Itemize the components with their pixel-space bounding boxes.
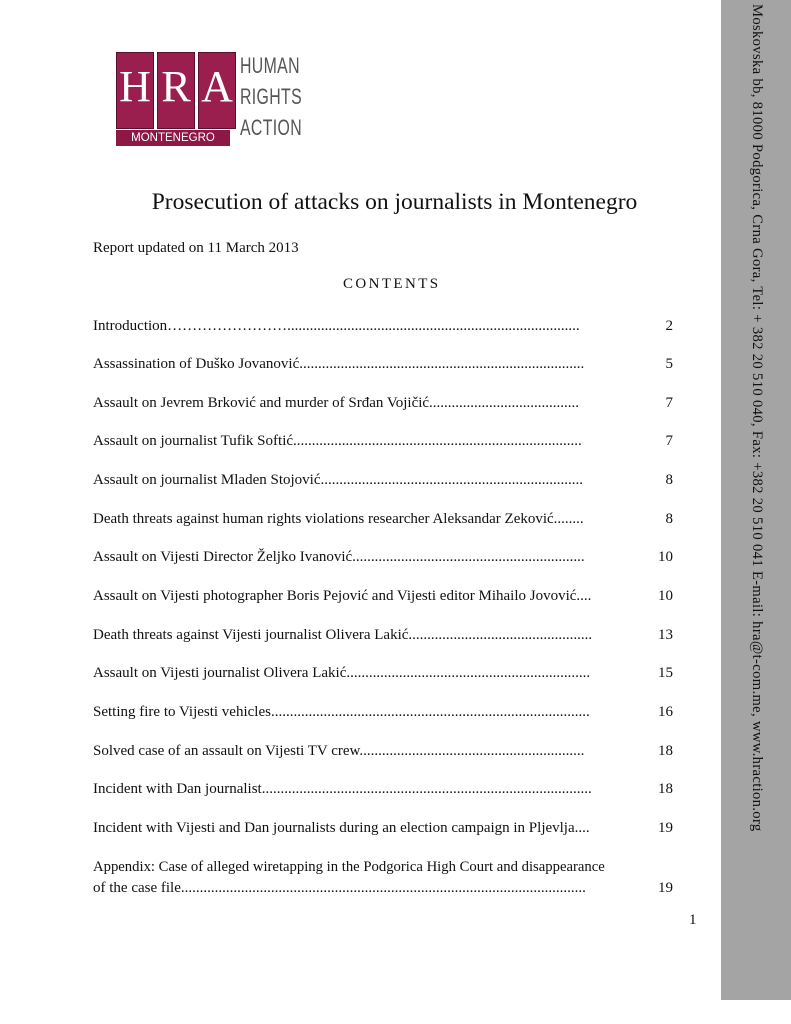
toc-item-label: Assault on Vijesti journalist Olivera Lakić................................................................. — [93, 665, 591, 681]
logo-montenegro-bar: MONTENEGRO — [116, 130, 230, 146]
toc-item-label: Assault on Vijesti Director Željko Ivanović.............................................................. — [93, 549, 585, 565]
toc-item-page: 19 — [658, 820, 673, 836]
toc-item-label: Death threats against Vijesti journalist Olivera Lakić................................................. — [93, 627, 593, 643]
contact-sidebar — [721, 0, 791, 1000]
toc-item-page: 18 — [658, 743, 673, 759]
toc-item-label: Assault on journalist Tufik Softić............................................................................. — [93, 433, 582, 449]
logo-word-action: ACTION — [240, 115, 303, 140]
toc-item-label: Incident with Vijesti and Dan journalists during an election campaign in Pljevlja.... — [93, 820, 590, 836]
logo-letters — [116, 52, 236, 129]
toc-item-page: 15 — [658, 665, 673, 681]
toc-item-page: 16 — [658, 704, 673, 720]
toc-item-label: Incident with Dan journalist........................................................................................ — [93, 781, 592, 797]
toc-item-appendix[interactable] — [93, 858, 673, 898]
toc-item-label: Setting fire to Vijesti vehicles..................................................................................... — [93, 704, 590, 720]
toc-item-page: 13 — [658, 627, 673, 643]
toc-item-page: 18 — [658, 781, 673, 797]
contents-heading: CONTENTS — [343, 276, 441, 292]
hra-logo — [116, 52, 316, 147]
toc-item-label: of the case file............................................................................................................ — [93, 880, 586, 896]
toc-item-label: Assault on Vijesti photographer Boris Pejović and Vijesti editor Mihailo Jovović.... — [93, 588, 592, 604]
contact-sidebar-text-container — [721, 0, 791, 1000]
toc-item-label: Introduction…………………….............................................................................. — [93, 318, 580, 334]
contact-info-text: Moskovska bb, 81000 Podgorica, Crna Gora, Tel: + 382 20 510 040, Fax: +382 20 510 041 E-mail: hra@t-com.me, www.hraction.org — [749, 4, 765, 832]
toc-item-label: Assassination of Duško Jovanović............................................................................ — [93, 356, 585, 372]
logo-letter-r: R — [157, 52, 195, 129]
toc-item-page: 19 — [658, 880, 673, 896]
toc-item-page: 5 — [665, 356, 673, 372]
document-title: Prosecution of attacks on journalists in Montenegro — [151, 189, 638, 215]
toc-item-page: 10 — [658, 549, 673, 565]
logo-words — [240, 50, 302, 143]
report-updated-date: Report updated on 11 March 2013 — [93, 240, 299, 256]
logo-letter-h: H — [116, 52, 154, 129]
logo-word-rights: RIGHTS — [240, 84, 303, 109]
toc-item-page: 10 — [658, 588, 673, 604]
toc-item-page: 7 — [665, 395, 673, 411]
toc-item-page: 8 — [665, 472, 673, 488]
logo-word-human: HUMAN — [240, 53, 300, 78]
toc-item-label: Assault on journalist Mladen Stojović...................................................................... — [93, 472, 583, 488]
toc-item-label: Solved case of an assault on Vijesti TV crew............................................................ — [93, 743, 585, 759]
toc-item-label: Assault on Jevrem Brković and murder of Srđan Vojičić........................................ — [93, 395, 580, 411]
toc-item-page: 7 — [665, 433, 673, 449]
logo-letter-a: A — [198, 52, 236, 129]
toc-item-label-line1: Appendix: Case of alleged wiretapping in the Podgorica High Court and disappearance — [93, 859, 605, 875]
page-number: 1 — [689, 912, 697, 928]
toc-item-page: 2 — [665, 318, 673, 334]
toc-item-page: 8 — [665, 511, 673, 527]
toc-item-label: Death threats against human rights violations researcher Aleksandar Zeković........ — [93, 511, 584, 527]
